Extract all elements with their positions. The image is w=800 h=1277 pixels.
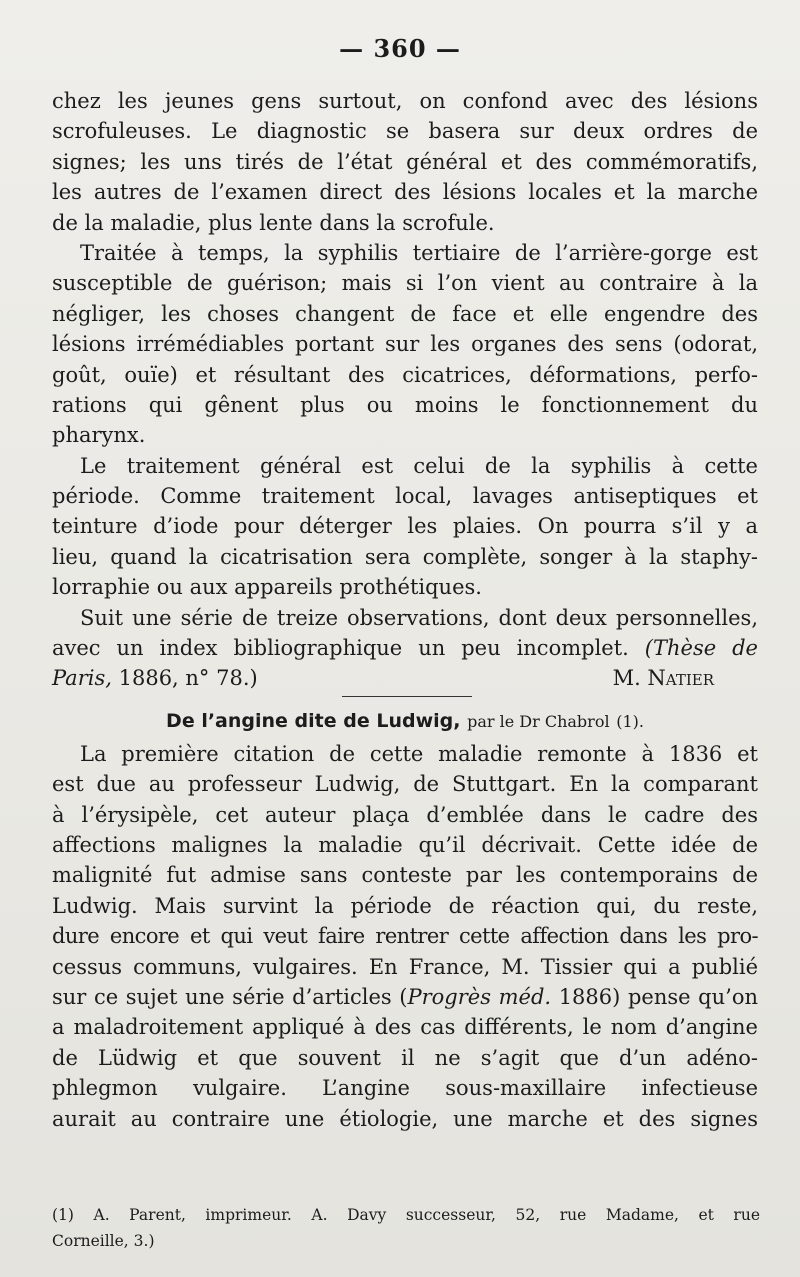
paragraph-4 — [52, 603, 758, 694]
text-span: avec un index bibliographique un peu incomplet. — [52, 636, 629, 661]
paragraph-2 — [52, 238, 758, 451]
page-number: — 360 — — [339, 34, 461, 63]
text-line: cessus communs, vulgaires. En France, M. Tissier qui a publié — [52, 954, 758, 979]
text-line: rations qui gênent plus ou moins le fonctionnement du — [52, 392, 758, 417]
footnotes — [52, 1202, 760, 1254]
text-line: chez les jeunes gens surtout, on confond avec des lésions — [52, 89, 758, 113]
article-byline: par le Dr Chabrol — [467, 711, 610, 731]
section-divider — [342, 696, 472, 697]
citation-rest: 1886, n° 78.) — [118, 666, 258, 691]
text-line: à l’érysipèle, cet auteur plaça d’emblée dans le cadre des — [52, 802, 758, 827]
text-line: signes; les uns tirés de l’état général et des commémoratifs, — [52, 149, 758, 174]
text-line: négliger, les choses changent de face et elle engendre des — [52, 301, 758, 326]
text-line: les autres de l’examen direct des lésions locales et la marche — [52, 180, 758, 205]
text-line: malignité fut admise sans conteste par les contemporains de — [52, 863, 758, 888]
text-line: lésions irrémédiables portant sur les organes des sens (odorat, — [52, 332, 758, 357]
paragraph-3 — [52, 451, 758, 603]
text-line: de Lüdwig et que souvent il ne s’agit que d’un adéno- — [52, 1045, 758, 1070]
text-line: scrofuleuses. Le diagnostic se basera sur deux ordres de — [52, 119, 758, 144]
citation-italic: Paris, — [52, 666, 112, 691]
paragraph-1 — [52, 86, 758, 238]
citation-italic: (Thèse de — [644, 636, 758, 661]
text-line — [52, 633, 758, 663]
text-line: Traitée à temps, la syphilis tertiaire de l’arrière-gorge est — [80, 240, 758, 265]
text-line: Le traitement général est celui de la syphilis à cette — [80, 453, 758, 478]
text-span: 1886) pense qu’on — [551, 984, 758, 1009]
text-line: pharynx. — [52, 423, 146, 448]
text-line-signature — [52, 663, 758, 693]
text-line: a maladroitement appliqué à des cas différents, le nom d’angine — [52, 1015, 758, 1040]
text-line: goût, ouïe) et résultant des cicatrices, déformations, perfo- — [52, 362, 758, 387]
paragraph-5 — [52, 739, 758, 1134]
article-heading — [52, 703, 758, 739]
text-line: lieu, quand la cicatrisation sera complète, songer à la staphy- — [52, 544, 758, 569]
footnote-line: (1) A. Parent, imprimeur. A. Davy successeur, 52, rue Madame, et rue — [52, 1206, 760, 1224]
text-line: affections malignes la maladie qu’il décrivait. Cette idée de — [52, 832, 758, 857]
footnote-line: Corneille, 3.) — [52, 1232, 155, 1250]
text-span: sur ce sujet une série d’articles ( — [52, 984, 408, 1009]
text-line: Suit une série de treize observations, dont deux personnelles, — [80, 605, 758, 630]
text-line: est due au professeur Ludwig, de Stuttgart. En la comparant — [52, 772, 758, 797]
citation-italic: Progrès méd. — [407, 984, 552, 1009]
footnote-reference: (1). — [616, 711, 644, 731]
text-line: aurait au contraire une étiologie, une marche et des signes — [52, 1106, 758, 1131]
text-line: susceptible de guérison; mais si l’on vient au contraire à la — [52, 271, 758, 296]
citation-span — [52, 663, 258, 693]
text-line: La première citation de cette maladie remonte à 1836 et — [80, 741, 758, 766]
text-line: de la maladie, plus lente dans la scrofule. — [52, 210, 495, 235]
text-line: Ludwig. Mais survint la période de réaction qui, du reste, — [52, 893, 758, 918]
text-line: dure encore et qui veut faire rentrer cette affection dans les pro- — [52, 924, 758, 949]
text-line: teinture d’iode pour déterger les plaies. On pourra s’il y a — [52, 514, 758, 539]
text-line — [52, 982, 758, 1012]
article-title: De l’angine dite de Ludwig, — [166, 709, 461, 732]
text-line: phlegmon vulgaire. L’angine sous-maxillaire infectieuse — [52, 1076, 758, 1101]
text-line: période. Comme traitement local, lavages antiseptiques et — [52, 484, 758, 509]
page-body — [52, 86, 758, 1134]
text-line: lorraphie ou aux appareils prothétiques. — [52, 575, 482, 600]
author-signature: M. Natier — [612, 666, 714, 691]
